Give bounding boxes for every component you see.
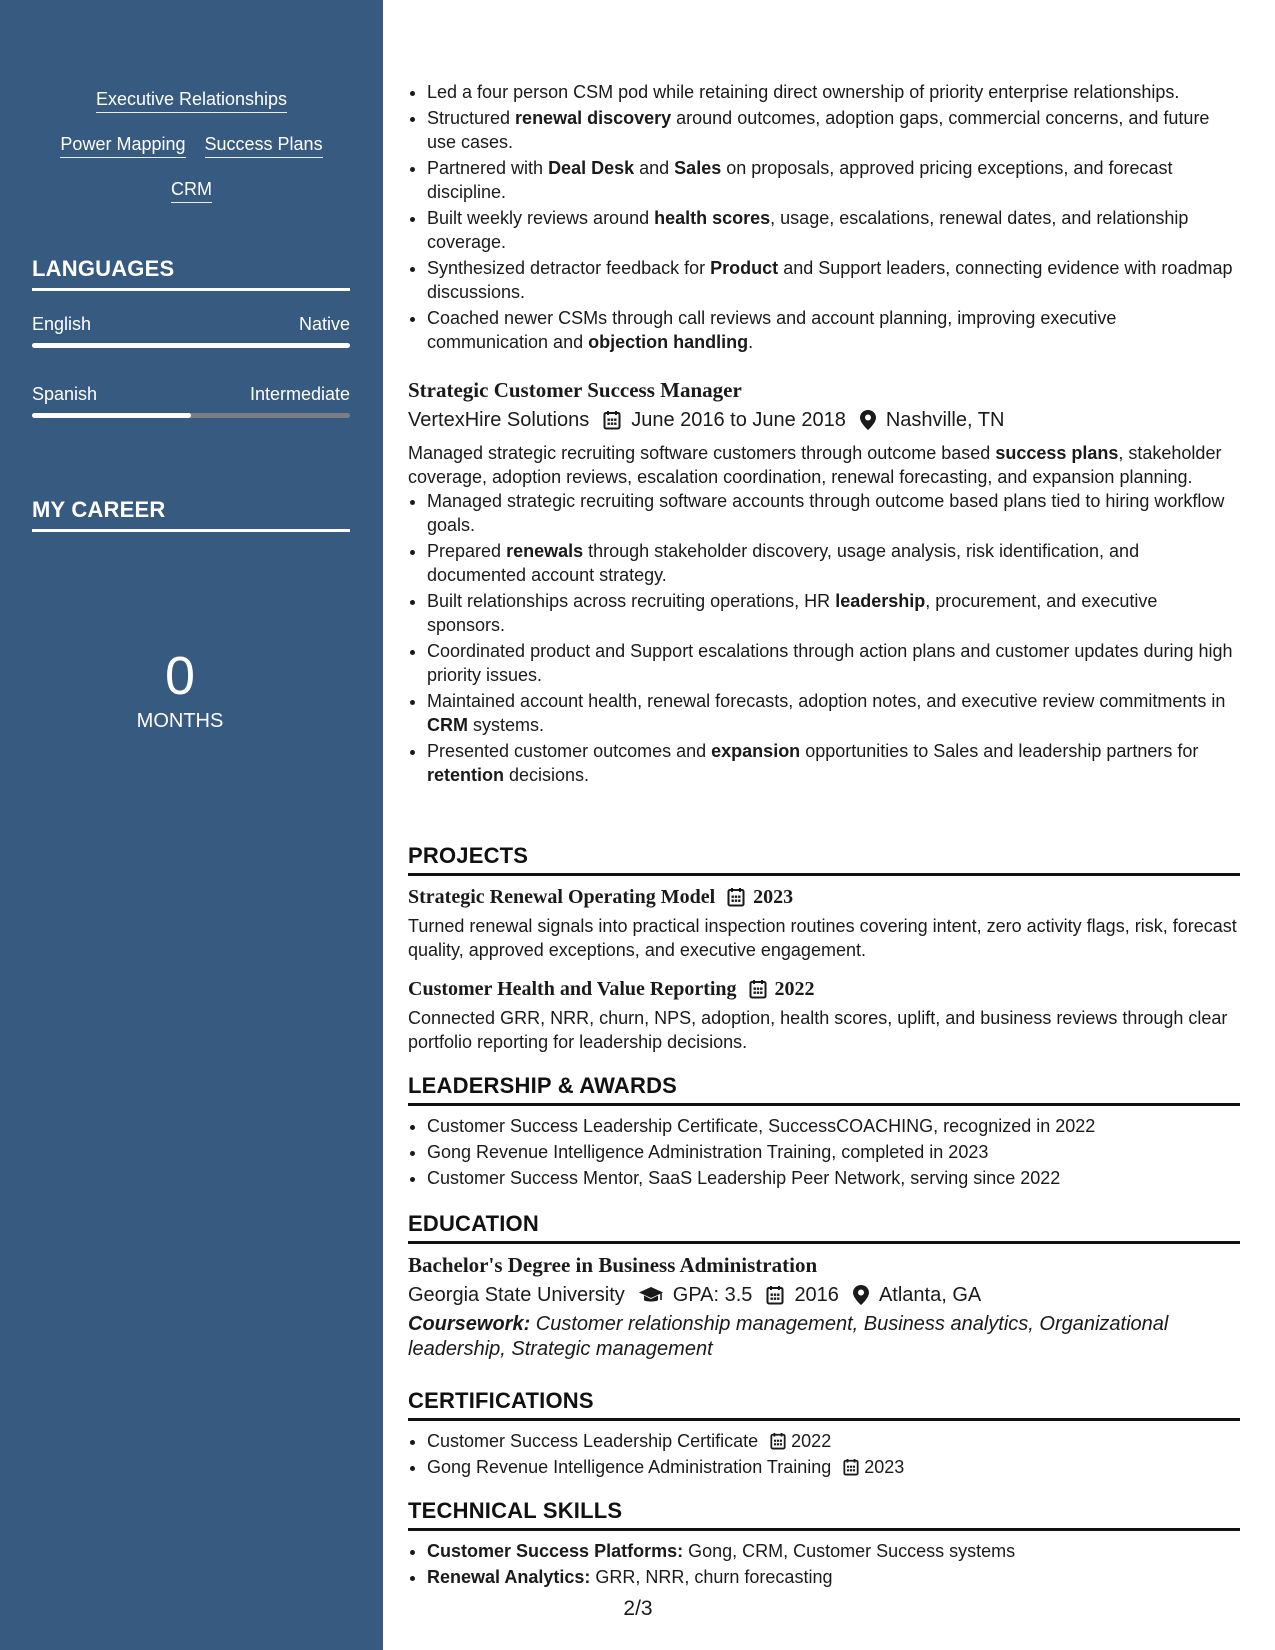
bullet-item: • Prepared renewals through stakeholder discovery, usage analysis, risk identification, and documented account strategy. xyxy=(427,539,1240,587)
job-summary: Managed strategic recruiting software customers through outcome based success plans, stakeholder coverage, adoption reviews, escalation coordination, renewal forecasting, and expansion planning. xyxy=(408,443,1222,487)
projects-section xyxy=(408,843,1240,1054)
calendar-icon xyxy=(770,1432,786,1450)
project-description: Connected GRR, NRR, churn, NPS, adoption, health scores, uplift, and business reviews through clear portfolio reporting for leadership decisions. xyxy=(408,1008,1228,1052)
graduation-year: 2016 xyxy=(794,1284,839,1306)
certification-year: 2023 xyxy=(864,1457,905,1477)
job-meta xyxy=(408,407,1240,433)
career-value: 0 xyxy=(164,646,196,706)
career-unit: MONTHS xyxy=(136,710,224,732)
calendar-icon xyxy=(749,979,767,999)
emphasis-text: health scores xyxy=(654,208,771,228)
calendar-icon xyxy=(766,1285,784,1305)
gpa: GPA: 3.5 xyxy=(672,1284,753,1306)
coursework-label: Coursework: xyxy=(408,1313,531,1335)
language-proficiency-bar xyxy=(32,343,350,348)
language-name: Spanish xyxy=(32,384,98,404)
leadership-heading: LEADERSHIP & AWARDS xyxy=(408,1073,1240,1106)
emphasis-text: Sales xyxy=(674,158,722,178)
certification-name: • Gong Revenue Intelligence Administration Training xyxy=(427,1457,832,1477)
job-dates: June 2016 to June 2018 xyxy=(631,409,846,431)
experience-continued xyxy=(408,80,1240,356)
language-proficiency-bar xyxy=(32,413,350,418)
leadership-item: • Gong Revenue Intelligence Administration Training, completed in 2023 xyxy=(427,1140,1240,1164)
certifications-section xyxy=(408,1388,1240,1481)
certifications-heading: CERTIFICATIONS xyxy=(408,1388,1240,1421)
job-bullets xyxy=(408,489,1240,787)
emphasis-text: Product xyxy=(710,258,779,278)
job-entry xyxy=(408,377,1240,789)
calendar-icon xyxy=(843,1458,859,1476)
calendar-icon xyxy=(727,887,745,907)
technical-skill-value: Gong, CRM, Customer Success systems xyxy=(683,1541,1016,1561)
emphasis-text: Deal Desk xyxy=(548,158,635,178)
certification-item xyxy=(427,1455,1240,1479)
school-name: Georgia State University xyxy=(408,1284,625,1306)
job-title: Strategic Customer Success Manager xyxy=(408,378,742,402)
emphasis-text: expansion xyxy=(711,741,801,761)
coursework xyxy=(408,1312,1240,1362)
language-level: Native xyxy=(298,314,350,334)
leadership-section xyxy=(408,1073,1240,1192)
skill-tag: Executive Relationships xyxy=(96,88,287,113)
leadership-list xyxy=(408,1114,1240,1190)
page-number: 2/3 xyxy=(623,1597,653,1620)
language-level: Intermediate xyxy=(249,384,350,404)
project-title: Customer Health and Value Reporting xyxy=(408,978,737,1000)
job-location: Nashville, TN xyxy=(885,409,1005,431)
skill-tag: CRM xyxy=(171,178,212,203)
skill-row xyxy=(0,178,383,203)
language-proficiency-fill xyxy=(32,413,191,418)
bullet-item: • Managed strategic recruiting software accounts through outcome based plans tied to hiring workflow goals. xyxy=(427,489,1240,537)
education-section xyxy=(408,1211,1240,1362)
bullet-item: • Presented customer outcomes and expansion opportunities to Sales and leadership partners for retention decisions. xyxy=(427,739,1240,787)
project-year: 2023 xyxy=(753,886,794,908)
leadership-item: • Customer Success Leadership Certificate, SuccessCOACHING, recognized in 2022 xyxy=(427,1114,1240,1138)
top-bullets xyxy=(408,80,1240,354)
project-title-row xyxy=(408,884,1240,910)
project-description: Turned renewal signals into practical inspection routines covering intent, zero activity flags, risk, forecast quality, approved exceptions, and executive engagement. xyxy=(408,916,1237,960)
skill-row xyxy=(0,88,383,113)
sidebar xyxy=(0,0,383,1650)
certification-year: 2022 xyxy=(791,1431,832,1451)
bullet-item: • Built weekly reviews around health scores, usage, escalations, renewal dates, and relationship coverage. xyxy=(427,206,1240,254)
technical-skill-item xyxy=(427,1565,1240,1589)
project-year: 2022 xyxy=(774,978,815,1000)
education-meta xyxy=(408,1282,1240,1308)
language-proficiency-fill xyxy=(32,343,350,348)
emphasis-text: success plans xyxy=(995,443,1119,463)
leadership-item: • Customer Success Mentor, SaaS Leadership Peer Network, serving since 2022 xyxy=(427,1166,1240,1190)
technical-skill-value: GRR, NRR, churn forecasting xyxy=(590,1567,833,1587)
certification-item xyxy=(427,1429,1240,1453)
certifications-list xyxy=(408,1429,1240,1479)
bullet-item: • Coached newer CSMs through call reviews and account planning, improving executive communication and objection handling. xyxy=(427,306,1240,354)
education-heading: EDUCATION xyxy=(408,1211,1240,1244)
bullet-item: • Synthesized detractor feedback for Product and Support leaders, connecting evidence with roadmap discussions. xyxy=(427,256,1240,304)
technical-skills-heading: TECHNICAL SKILLS xyxy=(408,1498,1240,1531)
bullet-item: • Partnered with Deal Desk and Sales on proposals, approved pricing exceptions, and forecast discipline. xyxy=(427,156,1240,204)
projects-heading: PROJECTS xyxy=(408,843,1240,876)
career-heading: MY CAREER xyxy=(32,497,350,532)
emphasis-text: CRM xyxy=(427,715,468,735)
calendar-icon xyxy=(603,410,621,430)
emphasis-text: objection handling xyxy=(588,332,749,352)
technical-skills-list xyxy=(408,1539,1240,1589)
skill-tag: Power Mapping xyxy=(60,133,185,158)
certification-name: • Customer Success Leadership Certificate xyxy=(427,1431,759,1451)
technical-skill-label: Customer Success Platforms: xyxy=(427,1541,684,1561)
job-company: VertexHire Solutions xyxy=(408,409,590,431)
coursework-list: Customer relationship management, Business analytics, Organizational leadership, Strategic management xyxy=(408,1313,1169,1360)
emphasis-text: leadership xyxy=(835,591,926,611)
technical-skill-item xyxy=(427,1539,1240,1563)
school-location: Atlanta, GA xyxy=(878,1284,982,1306)
emphasis-text: retention xyxy=(427,765,505,785)
graduation-cap-icon xyxy=(639,1286,663,1304)
languages-heading: LANGUAGES xyxy=(32,256,350,291)
emphasis-text: renewal discovery xyxy=(515,108,672,128)
bullet-item: • Structured renewal discovery around outcomes, adoption gaps, commercial concerns, and future use cases. xyxy=(427,106,1240,154)
map-pin-icon xyxy=(860,410,876,430)
bullet-item: • Led a four person CSM pod while retaining direct ownership of priority enterprise relationships. xyxy=(427,80,1240,104)
technical-skill-label: Renewal Analytics: xyxy=(427,1567,591,1587)
degree-title: Bachelor's Degree in Business Administration xyxy=(408,1253,818,1277)
project-title: Strategic Renewal Operating Model xyxy=(408,886,716,908)
language-name: English xyxy=(32,314,92,334)
skill-tag: Success Plans xyxy=(205,133,323,158)
project-title-row xyxy=(408,976,1240,1002)
map-pin-icon xyxy=(853,1285,869,1305)
bullet-item: • Coordinated product and Support escalations through action plans and customer updates during high priority issues. xyxy=(427,639,1240,687)
bullet-item: • Maintained account health, renewal forecasts, adoption notes, and executive review commitments in CRM systems. xyxy=(427,689,1240,737)
bullet-item: • Built relationships across recruiting operations, HR leadership, procurement, and executive sponsors. xyxy=(427,589,1240,637)
emphasis-text: renewals xyxy=(506,541,584,561)
technical-skills-section xyxy=(408,1498,1240,1591)
skill-row xyxy=(0,133,383,158)
